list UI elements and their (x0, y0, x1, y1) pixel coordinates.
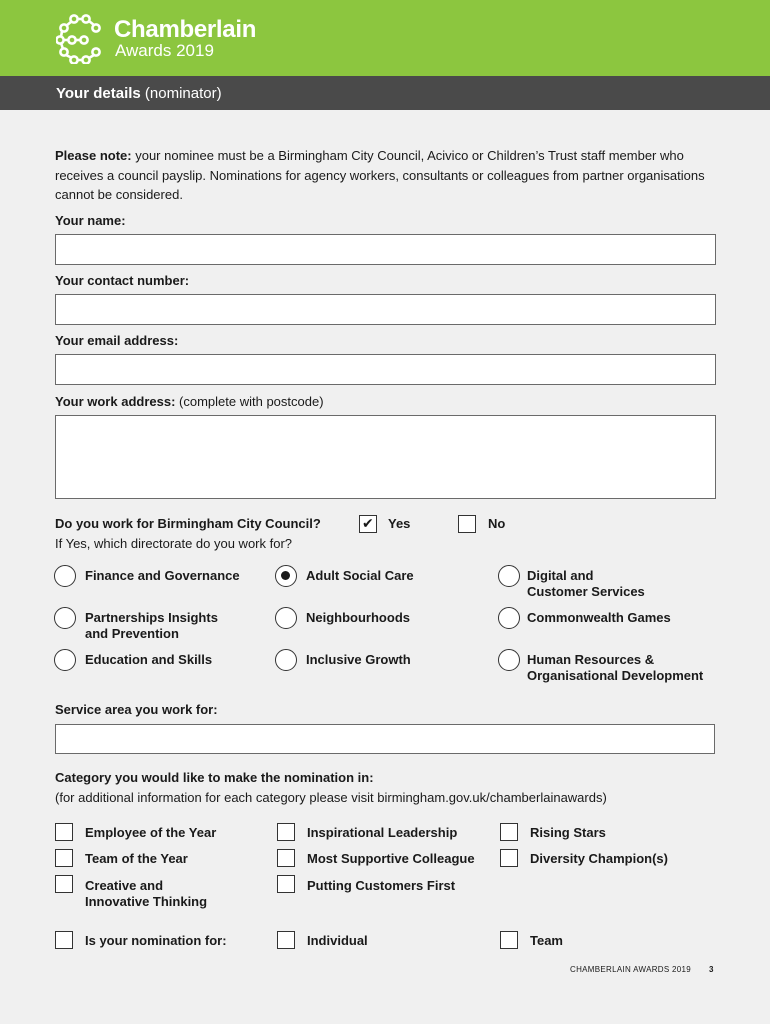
checkbox-employee-of-year[interactable] (55, 823, 73, 841)
directorate-label-line: and Prevention (85, 625, 179, 641)
category-option-line: Creative and (85, 878, 164, 893)
directorate-label (527, 652, 703, 683)
page-number: 3 (709, 965, 714, 974)
checkbox-nomination-type[interactable] (55, 931, 73, 949)
section-title-bar (0, 76, 770, 110)
radio-finance-governance[interactable] (54, 565, 76, 587)
note-text: your nominee must be a Birmingham City Council, Acivico or Children’s Trust staff member who receives a council payslip. Nominations for agency workers, consultants or colleagues from partner organisations cannot be considered. (55, 148, 705, 202)
work-address-field[interactable] (55, 415, 716, 499)
directorate-label: Adult Social Care (306, 568, 414, 583)
note-lead: Please note: (55, 148, 132, 163)
name-label: Your name: (55, 213, 126, 228)
radio-partnerships-insights[interactable] (54, 607, 76, 629)
work-address-label-text: Your work address: (55, 394, 176, 409)
radio-commonwealth-games[interactable] (498, 607, 520, 629)
checkbox-most-supportive-colleague[interactable] (277, 849, 295, 867)
checkbox-team-of-year[interactable] (55, 849, 73, 867)
brand-header (0, 0, 770, 76)
work-address-label (55, 394, 324, 409)
category-option-label: Rising Stars (530, 825, 606, 840)
radio-inclusive-growth[interactable] (275, 649, 297, 671)
directorate-label-line: Organisational Development (527, 667, 704, 683)
category-label: Category you would like to make the nomination in: (55, 770, 374, 785)
checkbox-rising-stars[interactable] (500, 823, 518, 841)
section-title (56, 85, 222, 102)
radio-neighbourhoods[interactable] (275, 607, 297, 629)
category-option-label (85, 878, 207, 909)
directorate-label-line: Human Resources & (527, 652, 655, 667)
category-option-label: Inspirational Leadership (307, 825, 458, 840)
tick-icon: ✔ (362, 515, 374, 531)
checkbox-creative-innovative[interactable] (55, 875, 73, 893)
directorate-label (527, 568, 645, 599)
radio-selected-dot (281, 571, 290, 580)
checkbox-putting-customers-first[interactable] (277, 875, 295, 893)
team-label: Team (530, 933, 563, 948)
no-label: No (488, 516, 506, 531)
email-label: Your email address: (55, 333, 179, 348)
section-title-bold: Your details (56, 85, 141, 102)
work-address-hint: (complete with postcode) (179, 394, 324, 409)
directorate-question: If Yes, which directorate do you work for? (55, 536, 293, 551)
contact-number-field[interactable] (55, 294, 716, 325)
directorate-label: Commonwealth Games (527, 610, 671, 625)
directorate-label (85, 610, 218, 641)
checkbox-individual[interactable] (277, 931, 295, 949)
service-area-field[interactable] (55, 724, 715, 754)
nomination-for-label: Is your nomination for: (85, 933, 227, 948)
directorate-label: Education and Skills (85, 652, 213, 667)
checkbox-inspirational-leadership[interactable] (277, 823, 295, 841)
no-checkbox[interactable] (458, 515, 476, 533)
radio-digital-customer-services[interactable] (498, 565, 520, 587)
directorate-label-line: Digital and (527, 568, 594, 583)
category-option-label: Team of the Year (85, 851, 188, 866)
category-option-label: Most Supportive Colleague (307, 851, 475, 866)
checkbox-diversity-champion[interactable] (500, 849, 518, 867)
service-area-label: Service area you work for: (55, 702, 218, 717)
checkbox-team[interactable] (500, 931, 518, 949)
radio-human-resources[interactable] (498, 649, 520, 671)
yes-label: Yes (388, 516, 411, 531)
directorate-label: Neighbourhoods (306, 610, 410, 625)
name-field[interactable] (55, 234, 716, 265)
section-title-rest: (nominator) (144, 85, 222, 102)
yes-checkbox[interactable] (359, 515, 377, 533)
category-option-line: Innovative Thinking (85, 893, 208, 909)
directorate-label-line: Customer Services (527, 583, 645, 599)
category-option-label: Putting Customers First (307, 878, 456, 893)
radio-education-skills[interactable] (54, 649, 76, 671)
eligibility-note (55, 146, 705, 205)
footer-text: CHAMBERLAIN AWARDS 2019 (570, 965, 692, 974)
brand-subtitle: Awards 2019 (115, 41, 214, 60)
individual-label: Individual (307, 933, 368, 948)
directorate-label-line: Partnerships Insights (85, 610, 218, 625)
chamberlain-logo-icon (56, 14, 108, 64)
brand-name: Chamberlain (114, 16, 257, 43)
category-option-label: Diversity Champion(s) (530, 851, 668, 866)
category-hint: (for additional information for each category please visit birmingham.gov.uk/chamberlainawards) (55, 790, 607, 805)
directorate-label: Inclusive Growth (306, 652, 411, 667)
radio-adult-social-care[interactable] (275, 565, 297, 587)
bcc-question: Do you work for Birmingham City Council? (55, 516, 321, 531)
directorate-label: Finance and Governance (85, 568, 240, 583)
category-option-label: Employee of the Year (85, 825, 217, 840)
contact-number-label: Your contact number: (55, 273, 190, 288)
email-field[interactable] (55, 354, 716, 385)
